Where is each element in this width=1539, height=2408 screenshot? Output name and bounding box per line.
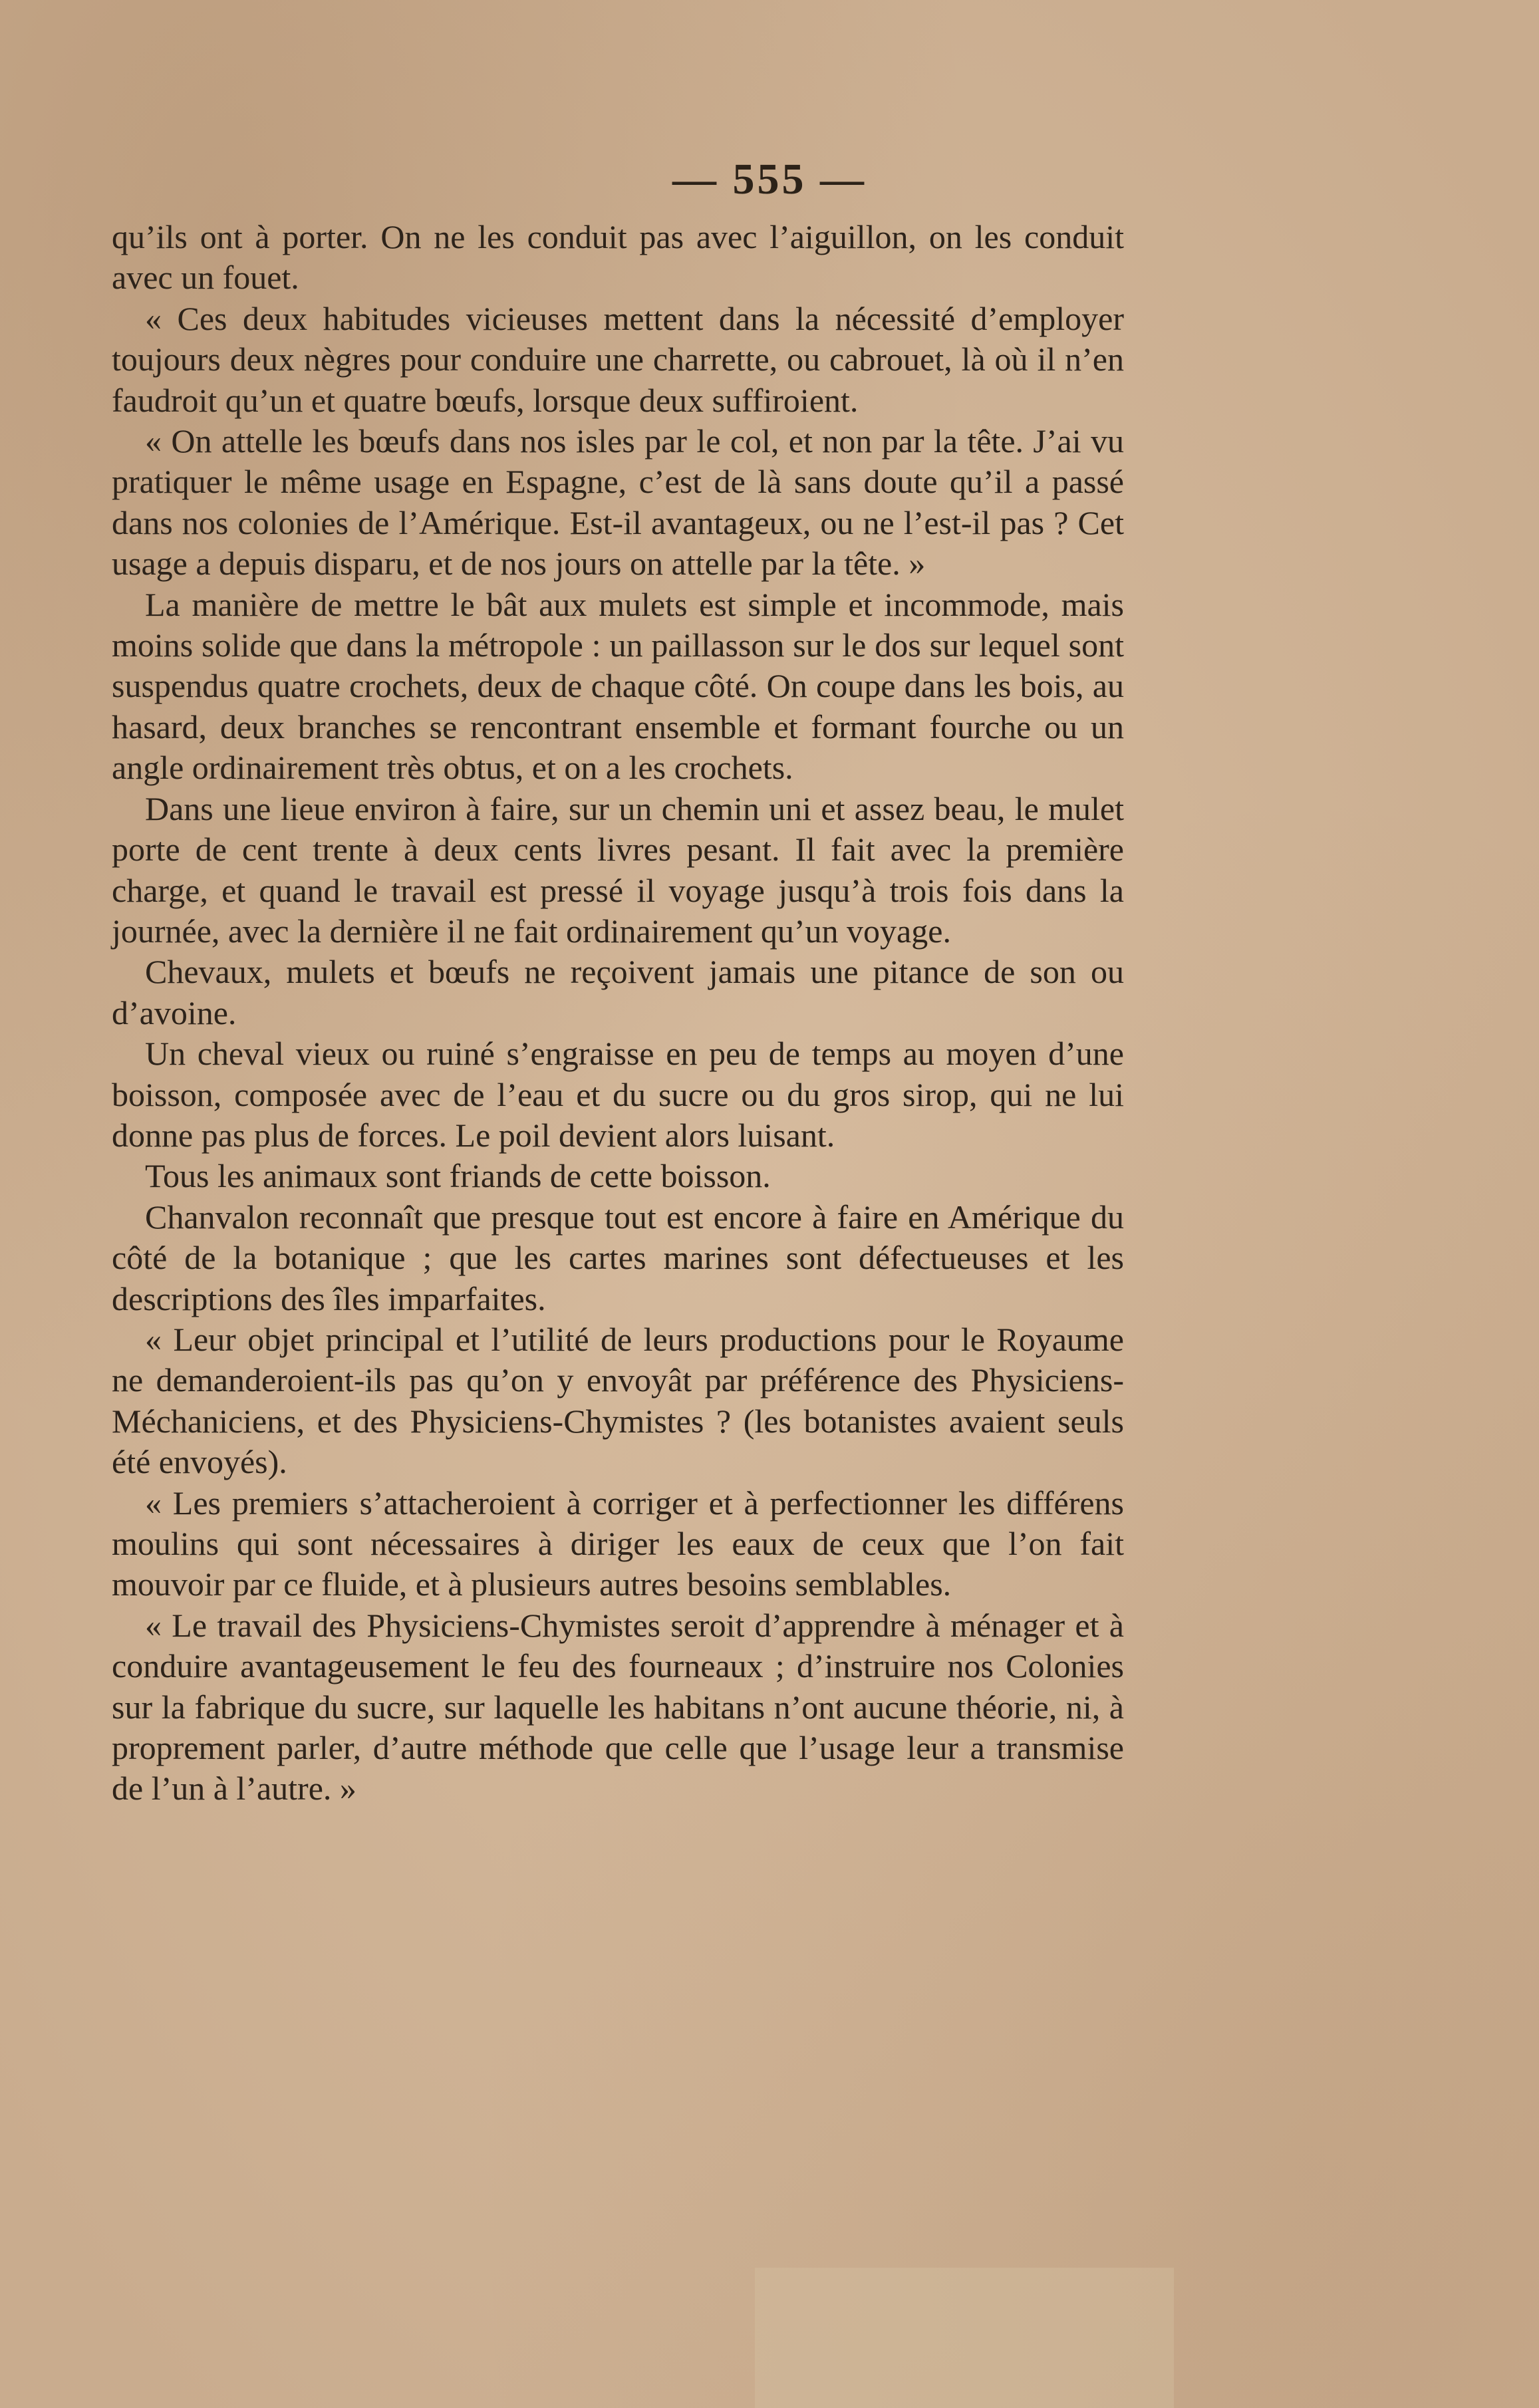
page-number: — 555 — [672,155,867,203]
paragraph: « Leur objet principal et l’utilité de leurs productions pour le Royaume ne demanderoient-ils pas qu’on y envoyât par préférence des Physiciens-Méchaniciens, et des Physiciens-Chymistes ? (les botanistes avaient seuls été envoyés). [112,1320,1124,1481]
paragraph: Chanvalon reconnaît que presque tout est encore à faire en Amérique du côté de la botanique ; que les cartes marines sont défectueuses et les descriptions des îles imparfaites. [112,1198,1124,1317]
paragraph: « Le travail des Physiciens-Chymistes seroit d’apprendre à ménager et à conduire avantageusement le feu des fourneaux ; d’instruire nos Colonies sur la fabrique du sucre, sur laquelle les habitans n’ont aucune théorie, ni, à proprement parler, d’autre méthode que celle que l’usage leur a transmise de l’un à l’autre. » [112,1606,1124,1807]
paragraph: Chevaux, mulets et bœufs ne reçoivent jamais une pitance de son ou d’avoine. [112,953,1124,1031]
paragraph: Tous les animaux sont friands de cette boisson. [145,1157,771,1195]
paragraph: La manière de mettre le bât aux mulets est simple et incommode, mais moins solide que dans la métropole : un paillasson sur le dos sur lequel sont suspendus quatre crochets, deux de chaque côté. On coupe dans les bois, au hasard, deux branches se rencontrant ensemble et formant fourche ou un angle ordinairement très obtus, et on a les crochets. [112,585,1124,787]
paragraph: « On attelle les bœufs dans nos isles par le col, et non par la tête. J’ai vu pratiquer le même usage en Espagne, c’est de là sans doute qu’il a passé dans nos colonies de l’Amérique. Est-il avantageux, ou ne l’est-il pas ? Cet usage a depuis disparu, et de nos jours on attelle par la tête. » [112,422,1124,583]
paragraph: « Les premiers s’attacheroient à corriger et à perfectionner les différens moulins qui sont nécessaires à diriger les eaux de ceux que l’on fait mouvoir par ce fluide, et à plusieurs autres besoins semblables. [112,1484,1124,1603]
paragraph: Dans une lieue environ à faire, sur un chemin uni et assez beau, le mulet porte de cent trente à deux cents livres pesant. Il fait avec la première charge, et quand le travail est pressé il voyage jusqu’à trois fois dans la journée, avec la dernière il ne fait ordinairement qu’un voyage. [112,789,1124,950]
paragraph: qu’ils ont à porter. On ne les conduit pas avec l’aiguillon, on les conduit avec un fouet. [112,218,1124,297]
body-text [112,217,1124,1809]
paragraph: « Ces deux habitudes vicieuses mettent dans la nécessité d’employer toujours deux nègres pour conduire une charrette, ou cabrouet, là où il n’en faudroit qu’un et quatre bœufs, lorsque deux suffiroient. [112,299,1124,419]
paper-discoloration [755,2268,1174,2408]
paragraph: Un cheval vieux ou ruiné s’engraisse en peu de temps au moyen d’une boisson, composée avec de l’eau et du sucre ou du gros sirop, qui ne lui donne pas plus de forces. Le poil devient alors luisant. [112,1035,1124,1154]
